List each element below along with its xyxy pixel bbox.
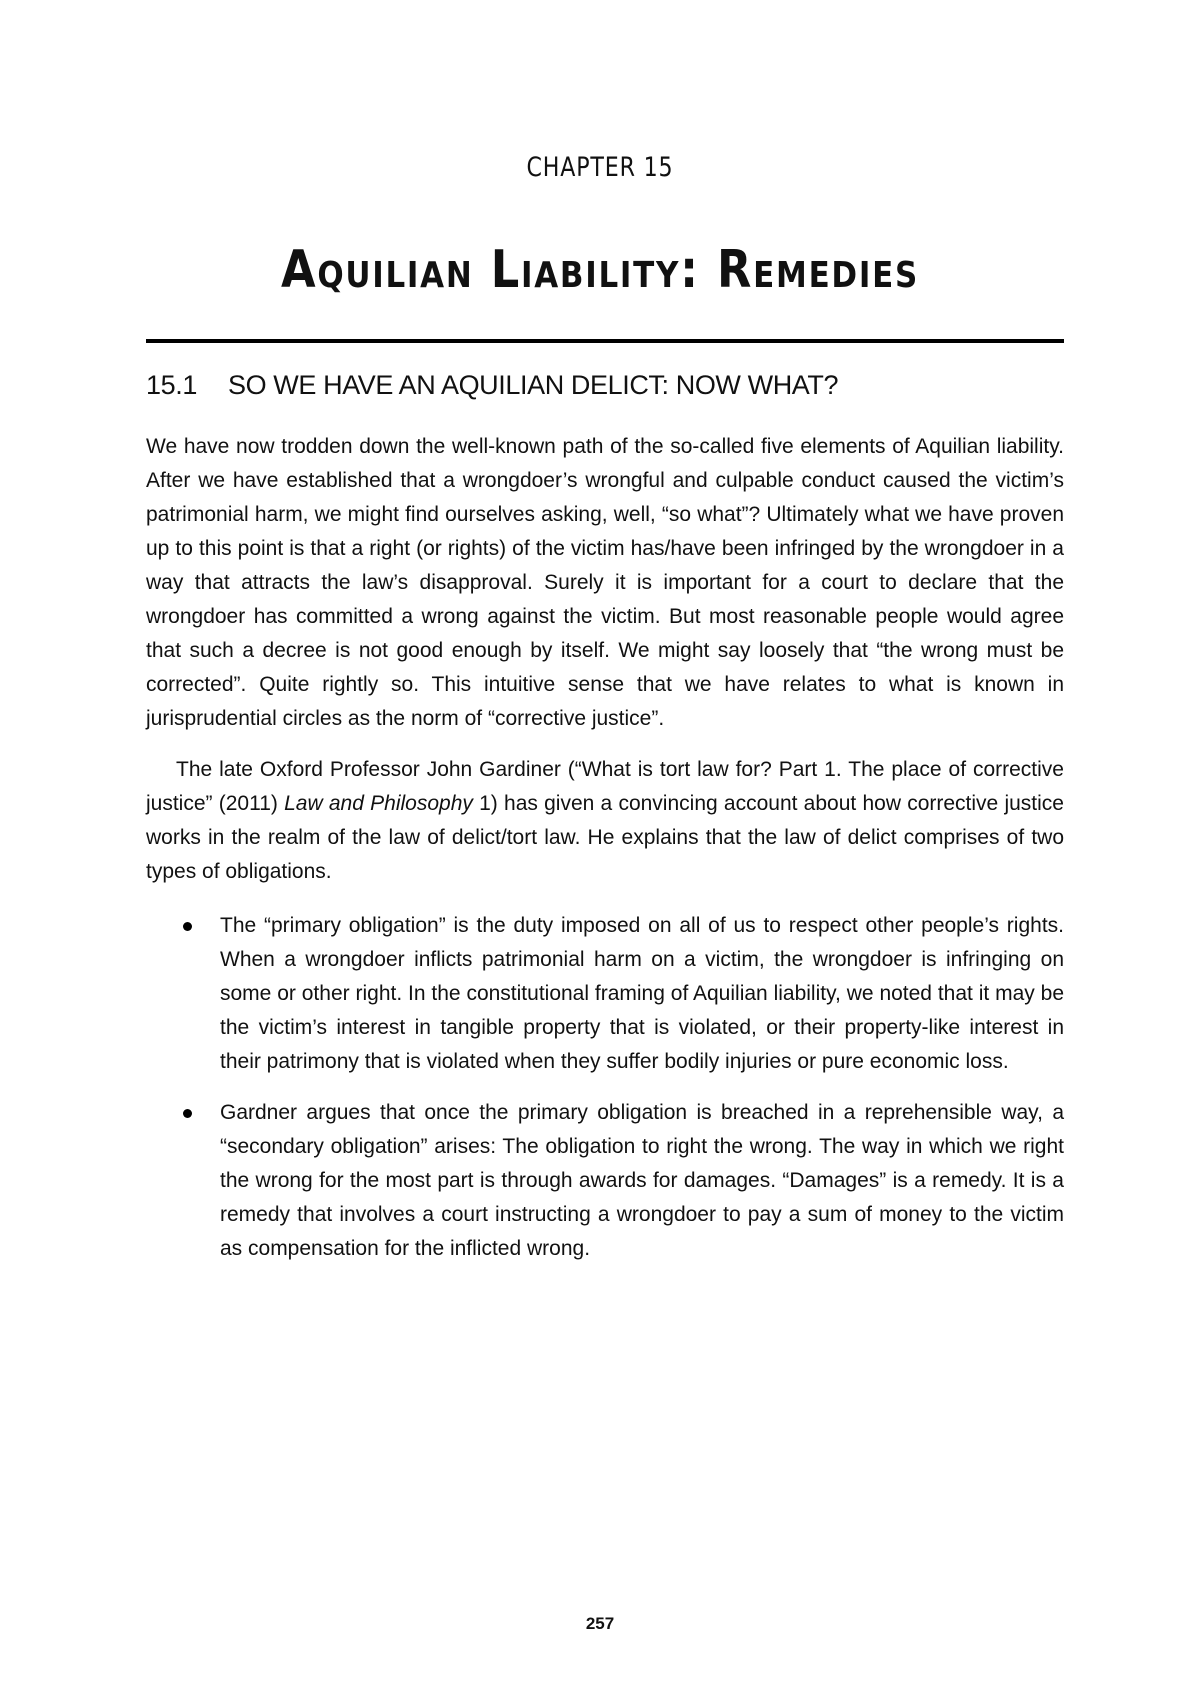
section-heading bbox=[146, 370, 1064, 401]
journal-title: Law and Philosophy bbox=[284, 792, 473, 815]
section-number: 15.1 bbox=[146, 370, 197, 400]
bullet-icon bbox=[183, 1109, 192, 1118]
obligations-list bbox=[146, 909, 1064, 1266]
list-item-text: The “primary obligation” is the duty imposed on all of us to respect other people’s rights. When a wrongdoer inflicts patrimonial harm on a victim, the wrongdoer is infringing on some or other right. In the constitutional framing of Aquilian liability, we noted that it may be the victim’s interest in tangible property that is violated, or their property-like interest in their patrimony that is violated when they suffer bodily injuries or pure economic loss. bbox=[220, 914, 1064, 1073]
paragraph-2-start: The late Oxford Professor John Gardiner (“What is tort law for? Part 1. The place of corrective justice” (2011) bbox=[146, 758, 1064, 815]
list-item bbox=[146, 1096, 1064, 1266]
page-number: 257 bbox=[585, 1614, 615, 1633]
bullet-icon bbox=[183, 922, 192, 931]
chapter-label: CHAPTER 15 bbox=[526, 152, 674, 183]
title-divider bbox=[146, 339, 1064, 343]
section-title: SO WE HAVE AN AQUILIAN DELICT: NOW WHAT? bbox=[228, 370, 839, 400]
paragraph-1: We have now trodden down the well-known path of the so-called five elements of Aquilian liability. After we have established that a wrongdoer’s wrongful and culpable conduct caused the victim’s patrimonial harm, we might find ourselves asking, well, “so what”? Ultimately what we have proven up to this point is that a right (or rights) of the victim has/have been infringed by the wrongdoer in a way that attracts the law’s disapproval. Surely it is important for a court to declare that the wrongdoer has committed a wrong against the victim. But most reasonable people would agree that such a decree is not good enough by itself. We might say loosely that “the wrong must be corrected”. Quite rightly so. This intuitive sense that we have relates to what is known in jurisprudential circles as the norm of “corrective justice”. bbox=[146, 435, 1064, 730]
list-item bbox=[146, 909, 1064, 1079]
paragraph-2 bbox=[146, 753, 1064, 889]
paragraph-2-end: 1) has given a convincing account about how corrective justice works in the realm of the law of delict/tort law. He explains that the law of delict comprises of two types of obligations. bbox=[146, 792, 1064, 883]
body-text bbox=[146, 430, 1064, 1283]
chapter-title: Aquilian Liability: Remedies bbox=[281, 240, 919, 300]
list-item-text: Gardner argues that once the primary obligation is breached in a reprehensible way, a “secondary obligation” arises: The obligation to right the wrong. The way in which we right the wrong for the most part is through awards for damages. “Damages” is a remedy. It is a remedy that involves a court instructing a wrongdoer to pay a sum of money to the victim as compensation for the inflicted wrong. bbox=[220, 1101, 1064, 1260]
